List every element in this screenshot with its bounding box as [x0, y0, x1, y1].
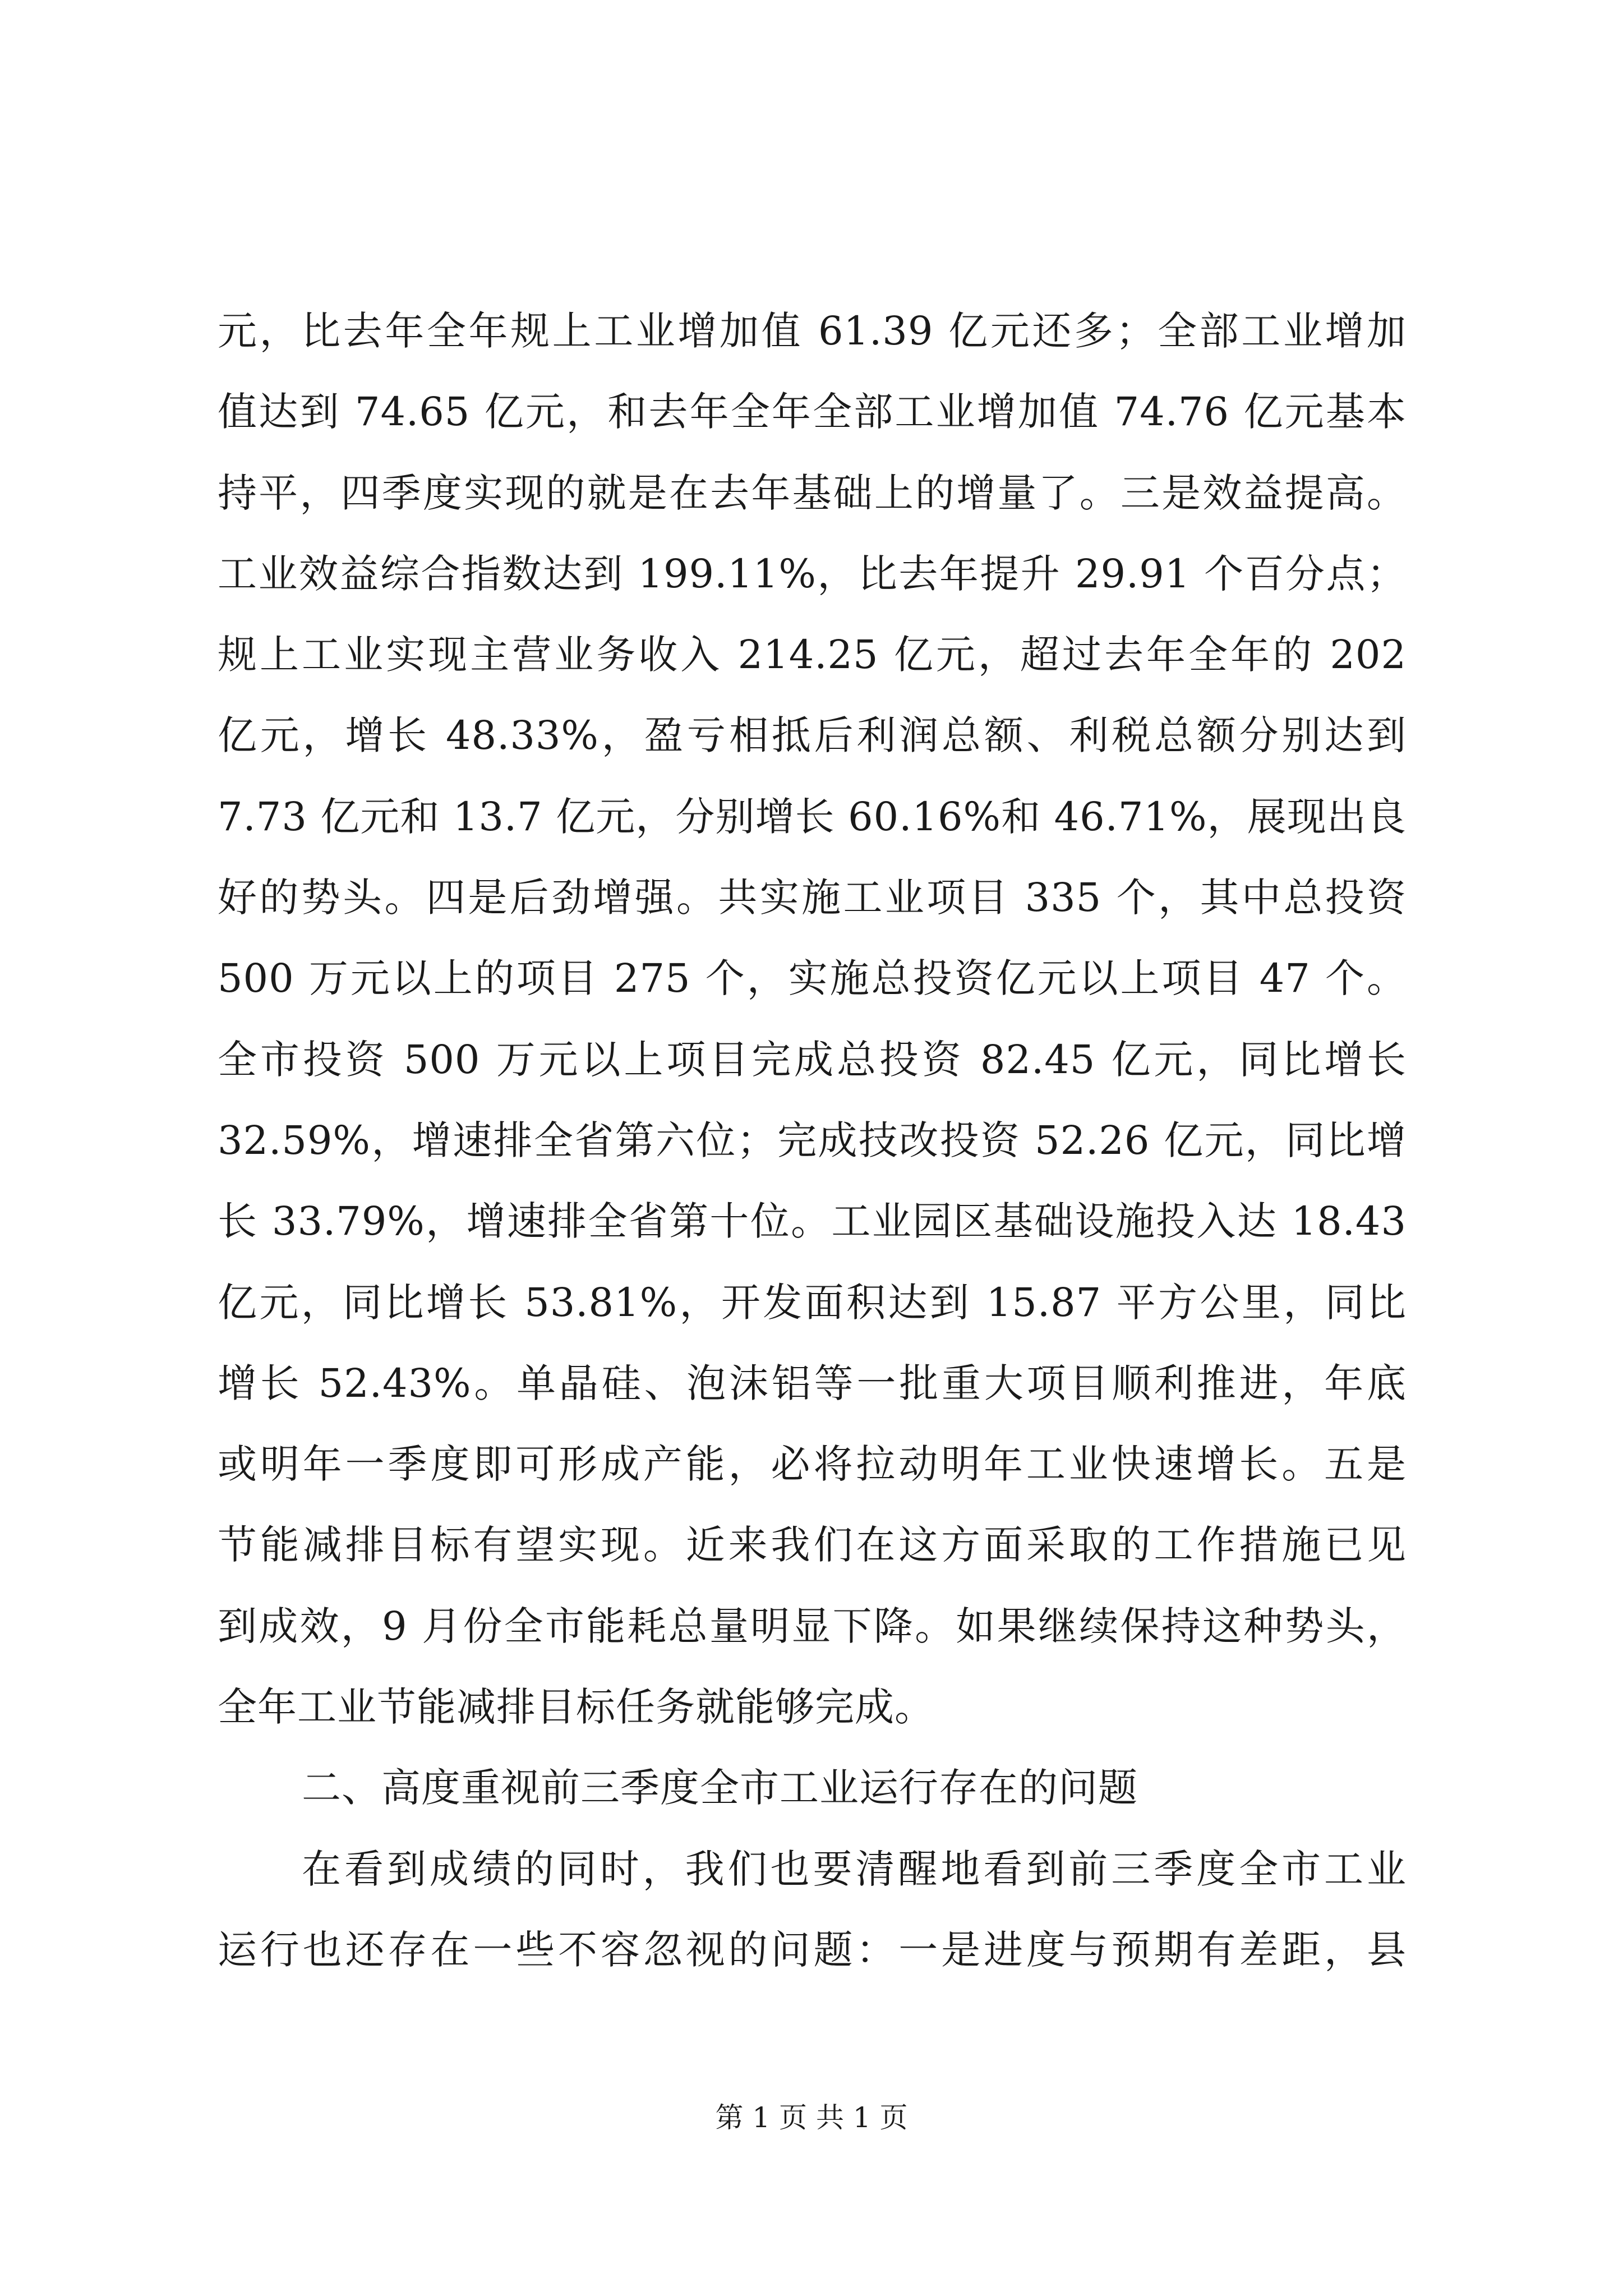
paragraph-line: 全市投资 500 万元以上项目完成总投资 82.45 亿元，同比增长 — [218, 1036, 1407, 1083]
paragraph-line: 持平，四季度实现的就是在去年基础上的增量了。三是效益提高。 — [218, 470, 1407, 516]
paragraph-line: 增长 52.43%。单晶硅、泡沫铝等一批重大项目顺利推进，年底 — [218, 1360, 1407, 1406]
paragraph-line: 在看到成绩的同时，我们也要清醒地看到前三季度全市工业 — [302, 1846, 1407, 1892]
paragraph-line: 500 万元以上的项目 275 个，实施总投资亿元以上项目 47 个。 — [218, 955, 1407, 1002]
section-heading: 二、高度重视前三季度全市工业运行存在的问题 — [302, 1765, 1138, 1811]
paragraph-line: 亿元，同比增长 53.81%，开发面积达到 15.87 平方公里，同比 — [218, 1279, 1407, 1326]
paragraph-line: 节能减排目标有望实现。近来我们在这方面采取的工作措施已见 — [218, 1522, 1407, 1568]
document-body — [218, 291, 1407, 1990]
paragraph-line: 全年工业节能减排目标任务就能够完成。 — [218, 1684, 934, 1731]
paragraph-line: 规上工业实现主营业务收入 214.25 亿元，超过去年全年的 202 — [218, 632, 1407, 678]
paragraph-line: 元，比去年全年规上工业增加值 61.39 亿元还多；全部工业增加 — [218, 308, 1407, 354]
paragraph-line: 亿元，增长 48.33%，盈亏相抵后利润总额、利税总额分别达到 — [218, 712, 1407, 759]
paragraph-line: 32.59%，增速排全省第六位；完成技改投资 52.26 亿元，同比增 — [218, 1117, 1407, 1163]
page-number-footer: 第 1 页 共 1 页 — [715, 2101, 908, 2134]
paragraph-line: 长 33.79%，增速排全省第十位。工业园区基础设施投入达 18.43 — [218, 1198, 1407, 1245]
paragraph-line: 到成效，9 月份全市能耗总量明显下降。如果继续保持这种势头， — [218, 1603, 1407, 1649]
paragraph-line: 或明年一季度即可形成产能，必将拉动明年工业快速增长。五是 — [218, 1441, 1407, 1488]
paragraph-line: 工业效益综合指数达到 199.11%，比去年提升 29.91 个百分点； — [218, 550, 1407, 597]
paragraph-line: 值达到 74.65 亿元，和去年全年全部工业增加值 74.76 亿元基本 — [218, 389, 1407, 435]
paragraph-line: 7.73 亿元和 13.7 亿元，分别增长 60.16%和 46.71%，展现出良 — [218, 793, 1407, 840]
paragraph-line: 好的势头。四是后劲增强。共实施工业项目 335 个，其中总投资 — [218, 875, 1407, 921]
paragraph-line: 运行也还存在一些不容忽视的问题：一是进度与预期有差距，县 — [218, 1926, 1407, 1973]
